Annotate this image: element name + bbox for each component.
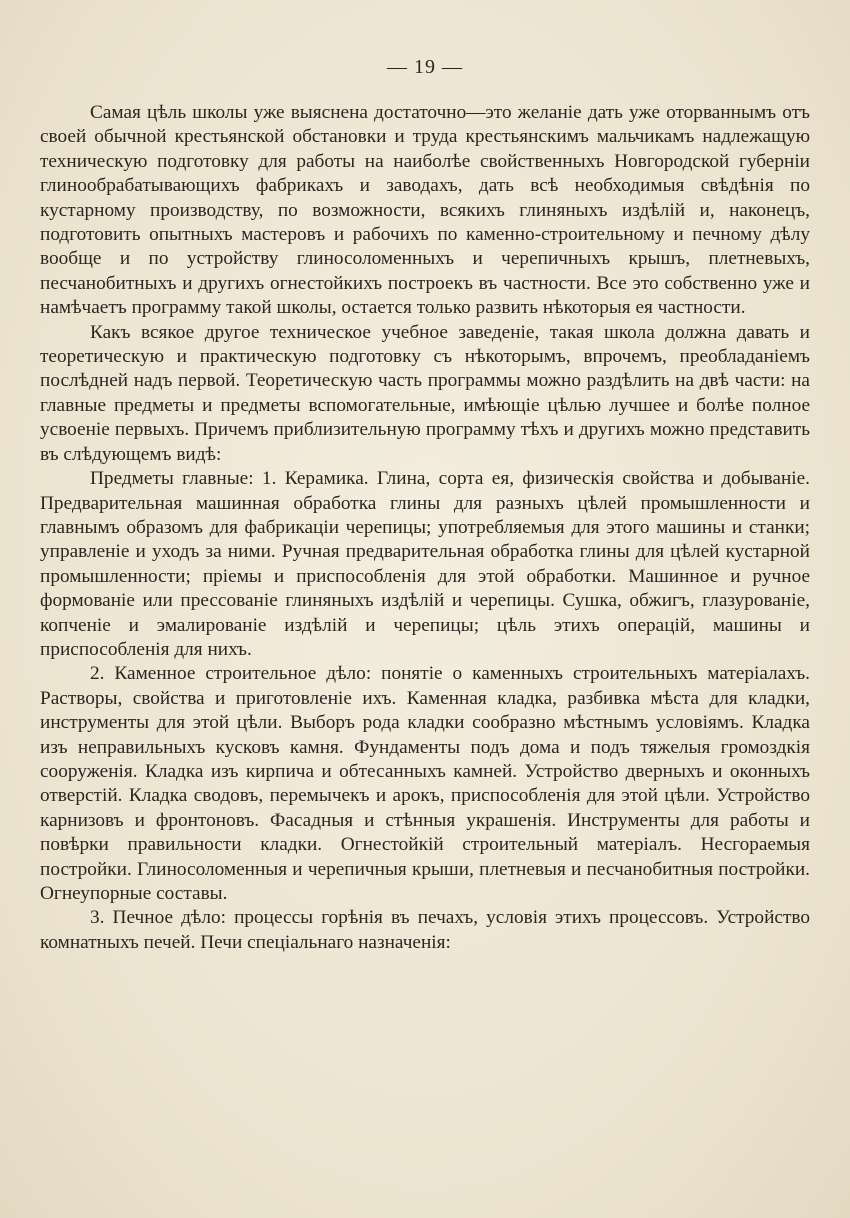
paragraph: Предметы главные: 1. Керамика. Глина, сорта ея, физическія свойства и добываніе. Предварительная машинная обработка глины для разныхъ цѣлей промышленности и главнымъ образомъ для фабрикаціи черепицы; употребляемыя для этого машины и станки; управленіе и уходъ за ними. Ручная предварительная обработка глины для цѣлей кустарной промышленности; пріемы и приспособленія для этой обработки. Машинное и ручное формованіе или прессованіе глиняныхъ издѣлій и черепицы. Сушка, обжигъ, глазурованіе, копченіе и эмалированіе издѣлій и черепицы; цѣль этихъ операцій, машины и приспособленія для нихъ. — [40, 468, 810, 660]
paragraph: 3. Печное дѣло: процессы горѣнія въ печахъ, условія этихъ процессовъ. Устройство комнатныхъ печей. Печи спеціальнаго назначенія: — [40, 907, 810, 953]
body-text — [40, 101, 810, 955]
page-number: — 19 — — [387, 56, 463, 78]
paragraph: 2. Каменное строительное дѣло: понятіе о каменныхъ строительныхъ матеріалахъ. Растворы, свойства и приготовленіе ихъ. Каменная кладка, разбивка мѣста для кладки, инструменты для этой цѣли. Выборъ рода кладки сообразно мѣстнымъ условіямъ. Кладка изъ неправильныхъ кусковъ камня. Фундаменты подъ дома и подъ тяжелыя громоздкія сооруженія. Кладка изъ кирпича и обтесанныхъ камней. Устройство дверныхъ и оконныхъ отверстій. Кладка сводовъ, перемычекъ и арокъ, приспособленія для этой цѣли. Устройство карнизовъ и фронтоновъ. Фасадныя и стѣнныя украшенія. Инструменты для работы и повѣрки правильности кладки. Огнестойкій строительный матеріалъ. Несгораемыя постройки. Глиносоломенныя и черепичныя крыши, плетневыя и песчанобитныя постройки. Огнеупорные составы. — [40, 663, 810, 904]
paragraph: Какъ всякое другое техническое учебное заведеніе, такая школа должна давать и теоретическую и практическую подготовку съ нѣкоторымъ, впрочемъ, преобладаніемъ послѣдней надъ первой. Теоретическую часть программы можно раздѣлить на двѣ части: на главные предметы и предметы вспомогательные, имѣющіе цѣлью лучшее и болѣе полное усвоеніе первыхъ. Причемъ приблизительную программу тѣхъ и другихъ можно представить въ слѣдующемъ видѣ: — [40, 321, 810, 465]
paragraph: Самая цѣль школы уже выяснена достаточно—это желаніе дать уже оторваннымъ отъ своей обычной крестьянской обстановки и труда крестьянскимъ мальчикамъ надлежащую техническую подготовку для работы на наиболѣе свойственныхъ Новгородской губерніи глинообрабатывающихъ фабрикахъ и заводахъ, дать всѣ необходимыя свѣдѣнія по кустарному производству, по возможности, всякихъ глиняныхъ издѣлій и, наконецъ, подготовить опытныхъ мастеровъ и рабочихъ по каменно-строительному и печному дѣлу вообще и по устройству глиносоломенныхъ и черепичныхъ крышъ, плетневыхъ, песчанобитныхъ и другихъ огнестойкихъ построекъ въ частности. Все это собственно уже и намѣчаетъ программу такой школы, остается только развить нѣкоторыя ея частности. — [40, 102, 810, 319]
